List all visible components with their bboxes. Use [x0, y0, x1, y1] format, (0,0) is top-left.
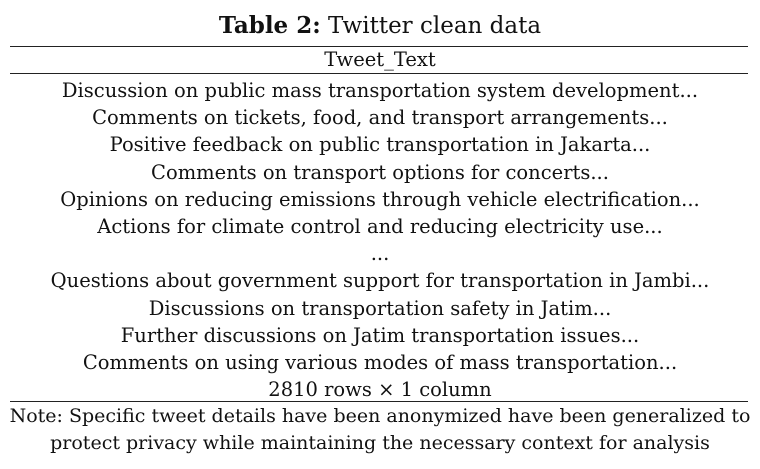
table-row: Discussion on public mass transportation system development...: [61, 79, 699, 102]
table-row: Comments on transport options for concerts...: [151, 160, 609, 184]
table-caption-label: Table 2:: [218, 12, 321, 39]
table-column-header: Tweet_Text: [324, 48, 436, 71]
table-row: Questions about government support for transportation in Jambi...: [50, 269, 710, 293]
table-body: [0, 77, 760, 403]
table-note: [0, 403, 760, 457]
table-row: Discussions on transportation safety in Jatim...: [148, 296, 612, 320]
table-header-rule: [10, 73, 748, 74]
table-row: Further discussions on Jatim transportation issues...: [120, 323, 640, 347]
table-caption-text: Twitter clean data: [328, 13, 542, 39]
table-row: Actions for climate control and reducing electricity use...: [97, 214, 663, 238]
table-row-ellipsis: ...: [370, 242, 390, 266]
table-note-line-1: Note: Specific tweet details have been anonymized have been generalized to: [9, 405, 751, 427]
table-row: Opinions on reducing emissions through vehicle electrification...: [60, 187, 700, 211]
table-row: Comments on tickets, food, and transport arrangements...: [92, 106, 668, 130]
table-caption: [0, 10, 760, 42]
table-shape-summary: 2810 rows × 1 column: [268, 378, 492, 402]
table-bottom-rule: [10, 401, 748, 402]
table-row: Positive feedback on public transportation in Jakarta...: [109, 133, 651, 157]
table-note-line-2: protect privacy while maintaining the necessary context for analysis: [50, 432, 710, 454]
table-row: Comments on using various modes of mass transportation...: [82, 350, 678, 374]
